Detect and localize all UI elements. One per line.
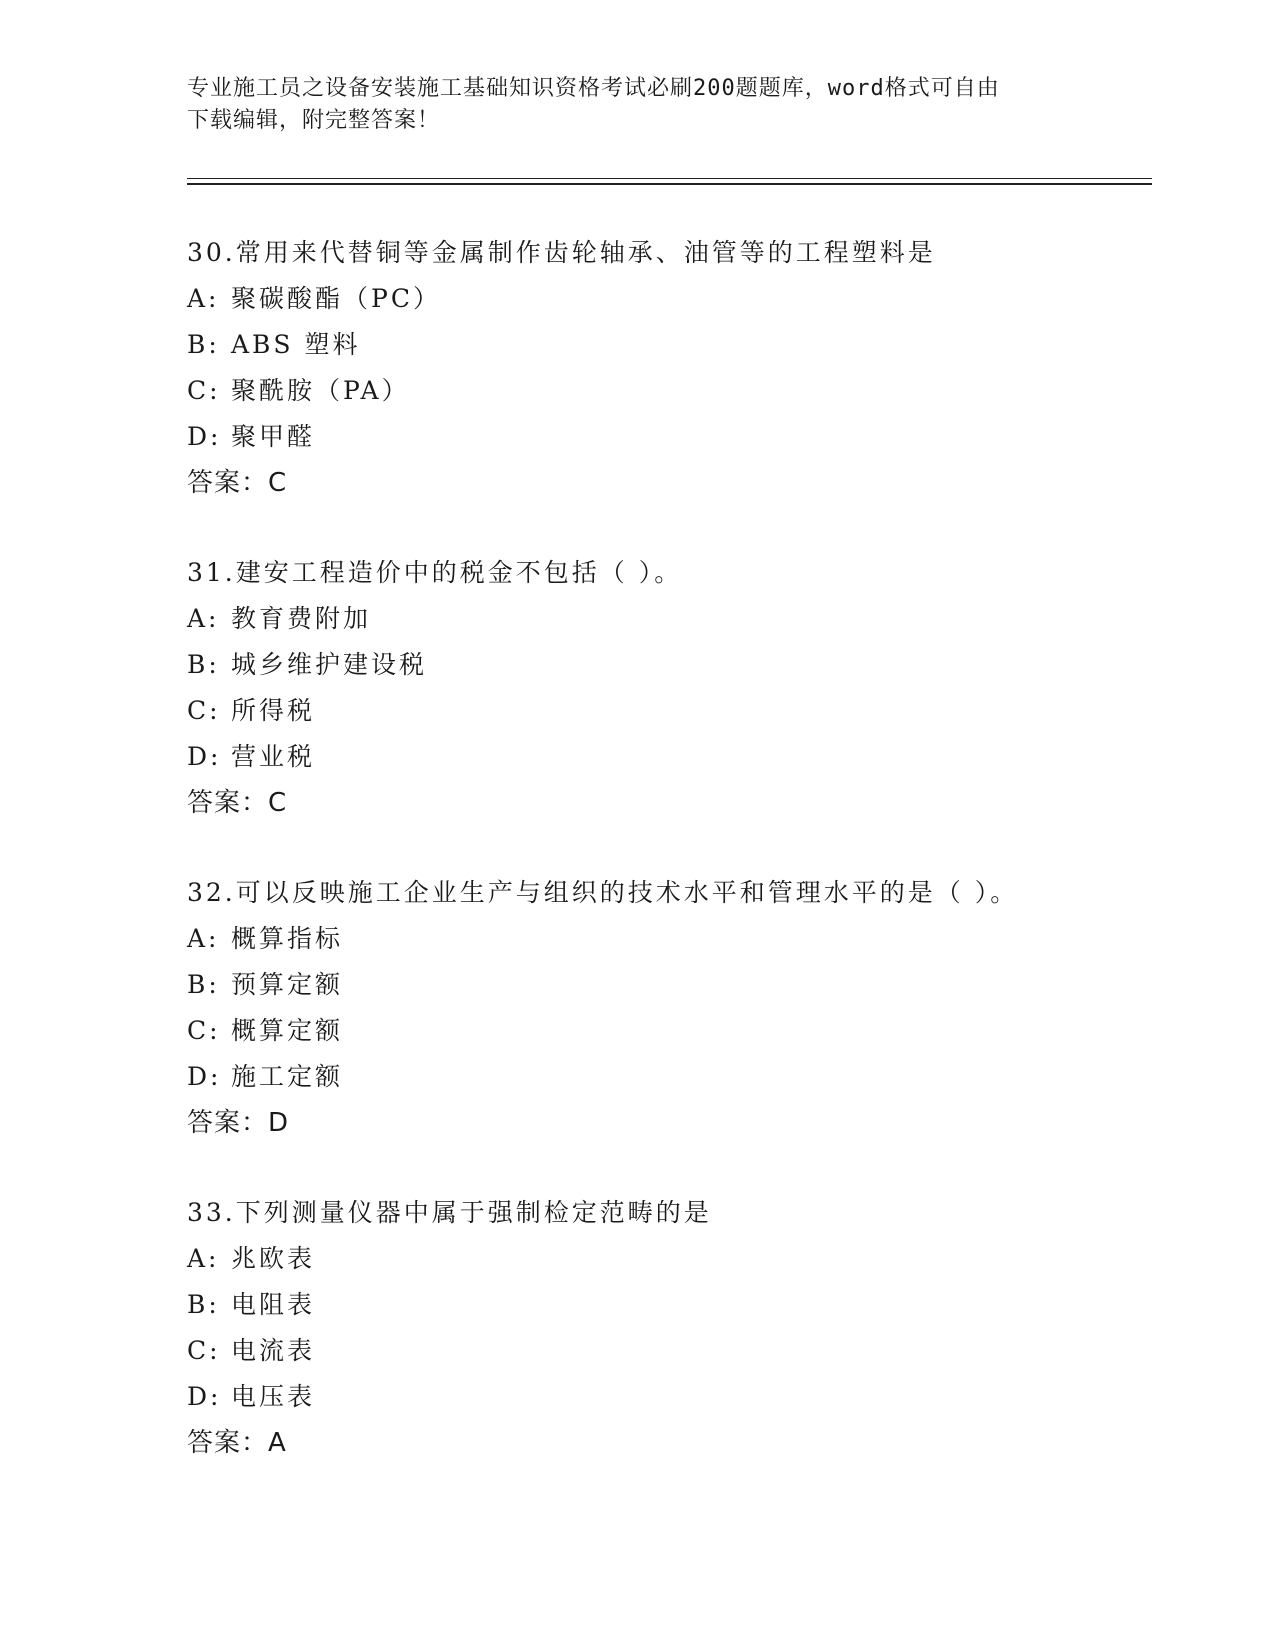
option-key: A: bbox=[187, 604, 220, 633]
option-text: 城乡维护建设税 bbox=[231, 650, 428, 679]
option-key: C: bbox=[187, 1016, 221, 1045]
option-key: A: bbox=[187, 284, 220, 313]
option-c bbox=[187, 1336, 1147, 1382]
option-key: B: bbox=[187, 650, 220, 679]
option-key: B: bbox=[187, 1290, 220, 1319]
option-text: 教育费附加 bbox=[231, 604, 372, 633]
option-b bbox=[187, 970, 1147, 1016]
header-line-2: 下载编辑，附完整答案！ bbox=[187, 108, 441, 133]
answer-label: 答案：C bbox=[187, 468, 288, 498]
question-32 bbox=[187, 878, 1147, 1154]
option-key: D: bbox=[187, 1382, 222, 1411]
option-b bbox=[187, 1290, 1147, 1336]
option-key: B: bbox=[187, 970, 220, 999]
option-a bbox=[187, 284, 1147, 330]
option-key: D: bbox=[187, 742, 222, 771]
answer-label: 答案：D bbox=[187, 1108, 290, 1138]
option-c bbox=[187, 376, 1147, 422]
option-c bbox=[187, 696, 1147, 742]
document-header bbox=[187, 73, 1067, 137]
option-text: 电阻表 bbox=[231, 1290, 316, 1319]
option-text: 聚甲醛 bbox=[231, 422, 316, 451]
option-text: 兆欧表 bbox=[231, 1244, 316, 1273]
option-a bbox=[187, 604, 1147, 650]
option-text: 概算定额 bbox=[231, 1016, 344, 1045]
option-key: A: bbox=[187, 1244, 220, 1273]
option-a bbox=[187, 924, 1147, 970]
option-key: D: bbox=[187, 1062, 222, 1091]
option-text: 聚碳酸酯（PC） bbox=[231, 284, 441, 313]
question-33 bbox=[187, 1198, 1147, 1474]
option-key: A: bbox=[187, 924, 220, 953]
option-key: C: bbox=[187, 376, 221, 405]
question-title: 31.建安工程造价中的税金不包括（ ）。 bbox=[187, 558, 683, 587]
option-key: C: bbox=[187, 1336, 221, 1365]
option-d bbox=[187, 1062, 1147, 1108]
option-b bbox=[187, 330, 1147, 376]
header-divider-thin bbox=[187, 178, 1152, 179]
option-d bbox=[187, 1382, 1147, 1428]
option-c bbox=[187, 1016, 1147, 1062]
question-title: 32.可以反映施工企业生产与组织的技术水平和管理水平的是（ ）。 bbox=[187, 878, 1019, 907]
option-key: C: bbox=[187, 696, 221, 725]
question-title: 30.常用来代替铜等金属制作齿轮轴承、油管等的工程塑料是 bbox=[187, 238, 936, 267]
header-divider-thick bbox=[187, 183, 1152, 185]
answer-label: 答案：C bbox=[187, 788, 288, 818]
option-a bbox=[187, 1244, 1147, 1290]
option-text: 概算指标 bbox=[231, 924, 344, 953]
header-line-1: 专业施工员之设备安装施工基础知识资格考试必刷200题题库，word格式可自由 bbox=[187, 76, 1000, 101]
question-31 bbox=[187, 558, 1147, 834]
answer-label: 答案：A bbox=[187, 1428, 287, 1458]
question-30 bbox=[187, 238, 1147, 514]
option-text: 聚酰胺（PA） bbox=[231, 376, 410, 405]
option-key: B: bbox=[187, 330, 220, 359]
question-title: 33.下列测量仪器中属于强制检定范畴的是 bbox=[187, 1198, 712, 1227]
option-text: 电流表 bbox=[231, 1336, 316, 1365]
option-text: 施工定额 bbox=[231, 1062, 344, 1091]
option-d bbox=[187, 742, 1147, 788]
option-text: ABS 塑料 bbox=[231, 330, 361, 359]
option-text: 所得税 bbox=[231, 696, 316, 725]
option-text: 预算定额 bbox=[231, 970, 344, 999]
option-b bbox=[187, 650, 1147, 696]
option-d bbox=[187, 422, 1147, 468]
option-text: 营业税 bbox=[231, 742, 316, 771]
option-key: D: bbox=[187, 422, 222, 451]
option-text: 电压表 bbox=[231, 1382, 316, 1411]
